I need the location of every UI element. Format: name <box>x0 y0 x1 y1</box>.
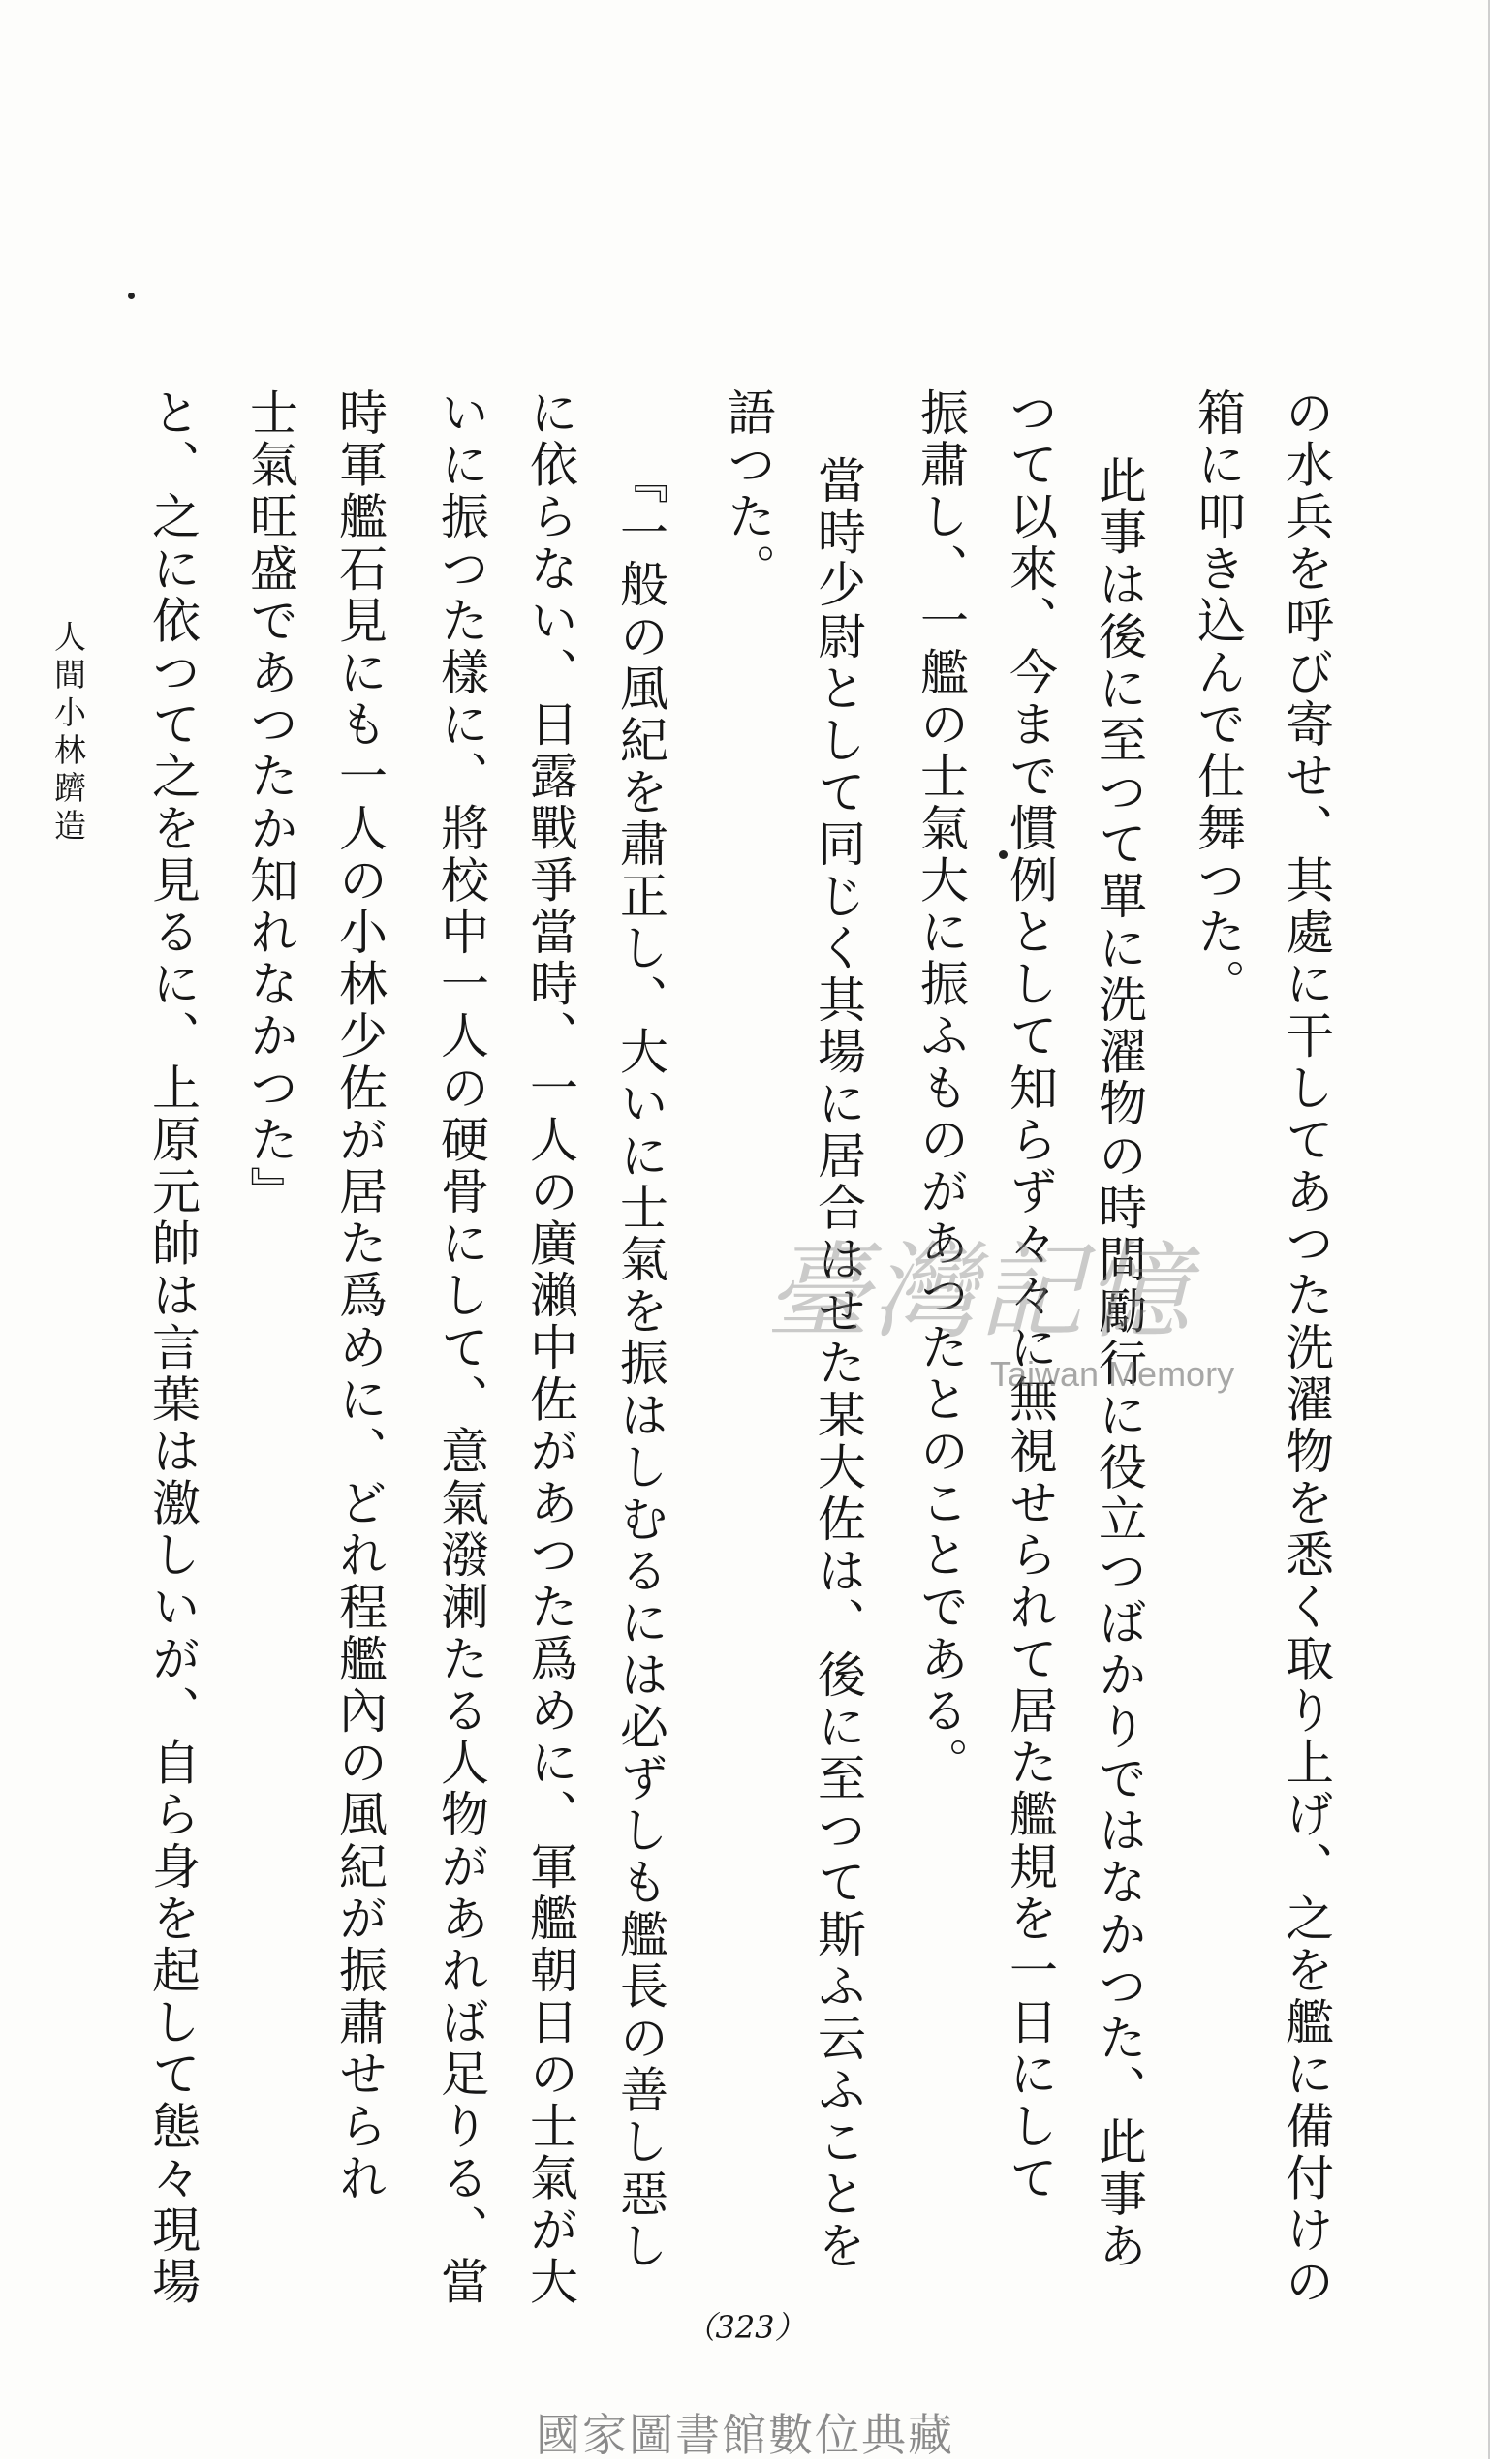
text-column: 此事は後に至つて單に洗濯物の時間勵行に役立つばかりではなかつた、此事あ <box>1091 455 1147 2272</box>
text-column: 箱に叩き込んで仕舞つた。 <box>1190 387 1246 1011</box>
watermark-latin: Taiwan Memory <box>990 1354 1235 1394</box>
library-footer-label: 國家圖書館數位典藏 <box>536 2409 954 2461</box>
text-column: の水兵を呼び寄せ、其處に干してあつた洗濯物を悉く取り上げ、之を艦に備付けの <box>1278 387 1334 2309</box>
text-column: 語つた。 <box>720 387 776 596</box>
watermark-characters: 臺灣記憶 <box>765 1232 1193 1353</box>
text-column: 當時少尉として同じく其場に居合はせた某大佐は、後に至つて斯ふ云ふことを <box>810 455 866 2272</box>
text-column: 振肅し、一艦の士氣大に振ふものがあつたとのことである。 <box>913 387 969 1790</box>
text-column: 『一般の風紀を肅正し、大いに士氣を振はしむるには必ずしも艦長の善し惡し <box>612 455 668 2272</box>
text-column: 士氣旺盛であつたか知れなかつた』 <box>242 387 298 1218</box>
page-number: （323） <box>684 2309 806 2346</box>
text-column: 時軍艦石見にも一人の小林少佐が居た爲めに、どれ程艦內の風紀が振肅せられ <box>331 387 388 2204</box>
text-column: と、之に依つて之を見るに、上原元帥は言葉は激しいが、自ら身を起して態々現場 <box>144 387 201 2309</box>
running-head: 人間小林躋造 <box>49 620 87 847</box>
scan-speck <box>128 293 135 299</box>
text-column: つて以來、今まで慣例として知らず々々に無視せられて居た艦規を一日にして <box>1002 387 1058 2204</box>
text-column: に依らない、日露戰爭當時、一人の廣瀨中佐があつた爲めに、軍艦朝日の士氣が大 <box>522 387 578 2309</box>
text-column: いに振つた樣に、將校中一人の硬骨にして、意氣潑溂たる人物があれば足りる、當 <box>433 387 489 2309</box>
